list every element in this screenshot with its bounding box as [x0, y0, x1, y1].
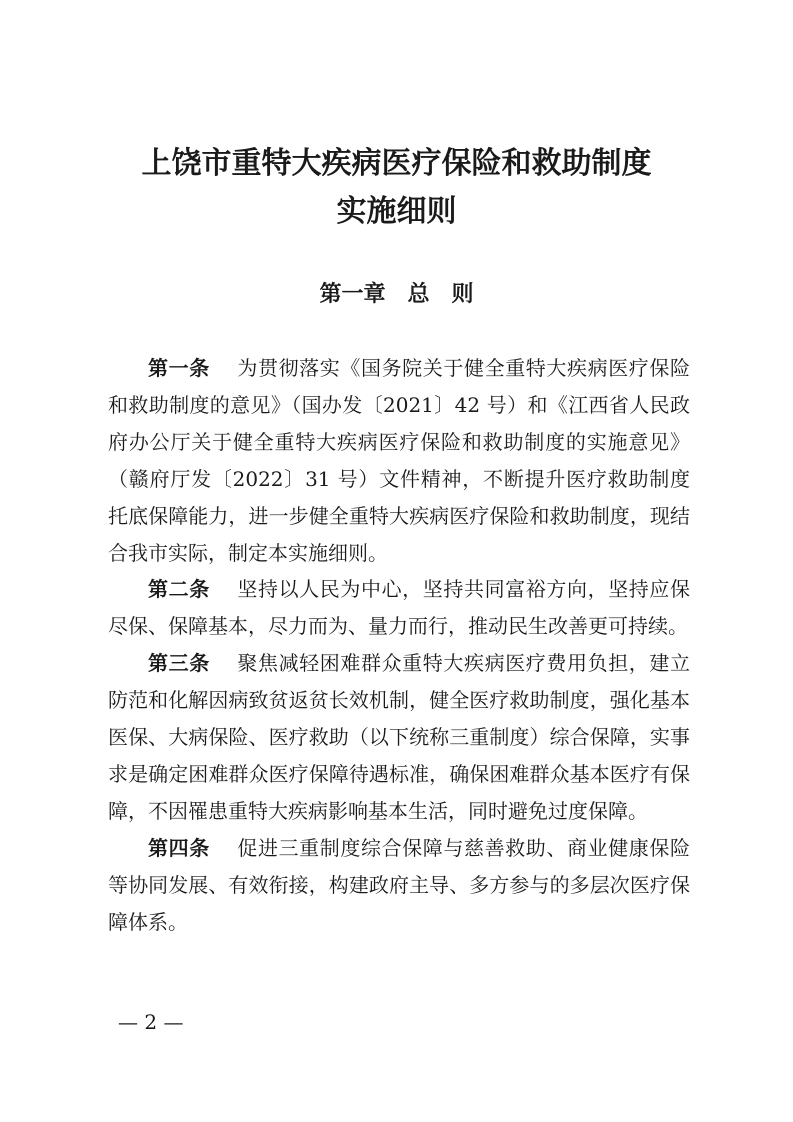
article-4 — [108, 830, 690, 941]
article-1-text: 为贯彻落实《国务院关于健全重特大疾病医疗保险和救助制度的意见》（国办发〔2021〕42 号）和《江西省人民政府办公厅关于健全重特大疾病医疗保险和救助制度的实施意见》（赣府厅发〔2022〕31 号）文件精神，不断提升医疗救助制度托底保障能力，进一步健全重特大疾病医疗保险和救助制度，现结合我市实际，制定本实施细则。 — [108, 356, 691, 565]
document-body — [108, 350, 690, 941]
article-4-label: 第四条 — [148, 835, 231, 860]
page-number: — 2 — — [118, 1010, 184, 1034]
article-2-label: 第二条 — [148, 577, 231, 602]
article-2-text: 坚持以人民为中心，坚持共同富裕方向，坚持应保尽保、保障基本，尽力而为、量力而行，推动民生改善更可持续。 — [108, 577, 691, 639]
chapter-heading: 第一章 总 则 — [319, 282, 474, 307]
article-2 — [108, 571, 690, 645]
article-3-label: 第三条 — [148, 651, 231, 676]
document-title-line-1: 上饶市重特大疾病医疗保险和救助制度 — [141, 146, 652, 181]
article-4-text: 促进三重制度综合保障与慈善救助、商业健康保险等协同发展、有效衔接，构建政府主导、多方参与的多层次医疗保障体系。 — [108, 835, 691, 934]
article-1 — [108, 350, 690, 571]
article-3-text: 聚焦减轻困难群众重特大疾病医疗费用负担，建立防范和化解因病致贫返贫长效机制，健全医疗救助制度，强化基本医保、大病保险、医疗救助（以下统称三重制度）综合保障，实事求是确定困难群众医疗保障待遇标准，确保困难群众基本医疗有保障，不因罹患重特大疾病影响基本生活，同时避免过度保障。 — [108, 651, 691, 823]
article-1-label: 第一条 — [148, 356, 231, 380]
article-3 — [108, 645, 690, 830]
document-title-line-2: 实施细则 — [336, 194, 457, 229]
